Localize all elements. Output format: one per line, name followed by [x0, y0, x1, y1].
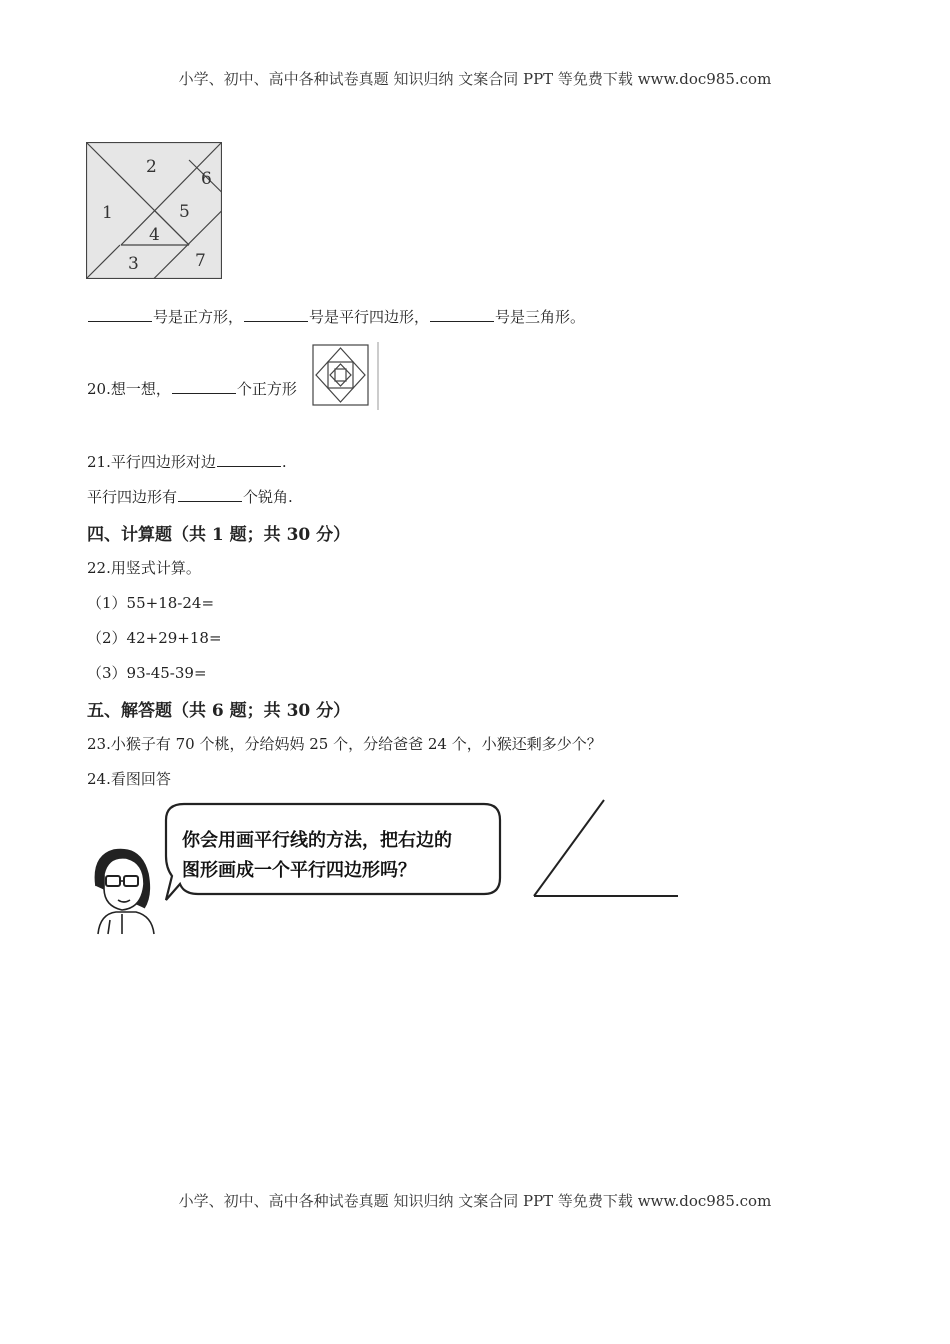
q20-suffix: 个正方形 [236, 380, 297, 398]
page-header: 小学、初中、高中各种试卷真题 知识归纳 文案合同 PPT 等免费下载 www.doc985.com [178, 70, 772, 88]
question-22-item-2: （2）42+29+18= [87, 629, 222, 647]
tangram-label-5: 5 [179, 202, 190, 222]
tangram-label-3: 3 [128, 254, 139, 274]
section-4-title: 四、计算题（共 1 题；共 30 分） [87, 525, 351, 545]
q19-part1: 号是正方形， [153, 308, 244, 326]
section-5-title: 五、解答题（共 6 题；共 30 分） [87, 701, 351, 721]
question-22-stem: 22.用竖式计算。 [87, 559, 201, 577]
q19-part2: 号是平行四边形， [309, 308, 430, 326]
tangram-label-1: 1 [102, 203, 113, 223]
answer-blank-square-count[interactable] [172, 379, 236, 394]
tangram-label-4: 4 [149, 225, 160, 245]
question-21-line2 [87, 486, 293, 507]
answer-blank-opposite-sides[interactable] [217, 452, 281, 467]
bubble-line-2: 图形画成一个平行四边形吗？ [182, 860, 416, 881]
question-24-stem: 24.看图回答 [87, 770, 171, 788]
q19-part3: 号是三角形。 [495, 308, 586, 326]
page-footer: 小学、初中、高中各种试卷真题 知识归纳 文案合同 PPT 等免费下载 www.doc985.com [178, 1192, 772, 1210]
tangram-figure [86, 142, 222, 279]
q21-line1-suffix: . [281, 453, 287, 471]
question-23-text: 23.小猴子有 70 个桃，分给妈妈 25 个，分给爸爸 24 个，小猴还剩多少个？ [87, 735, 602, 753]
q21-line1-prefix: 21.平行四边形对边 [87, 453, 216, 471]
teacher-cartoon [95, 850, 154, 935]
angle-figure [534, 800, 678, 896]
answer-blank-acute-angles[interactable] [178, 487, 242, 502]
question-22-item-1: （1）55+18-24= [87, 594, 215, 612]
question-22-item-3: （3）93-45-39= [87, 664, 207, 682]
q21-line2-prefix: 平行四边形有 [87, 488, 178, 506]
question-21-line1 [87, 451, 287, 472]
question-24-illustration [86, 796, 682, 936]
answer-blank-triangle[interactable] [430, 307, 494, 322]
question-20-line [87, 378, 297, 399]
answer-blank-square[interactable] [88, 307, 152, 322]
q21-line2-suffix: 个锐角. [243, 488, 293, 506]
answer-blank-parallelogram[interactable] [244, 307, 308, 322]
tangram-label-6: 6 [201, 169, 212, 189]
tangram-label-7: 7 [195, 251, 206, 271]
question-19-line [87, 306, 585, 327]
bubble-line-1: 你会用画平行线的方法，把右边的 [182, 830, 452, 851]
speech-bubble [166, 804, 500, 900]
tangram-label-2: 2 [146, 157, 157, 177]
nested-squares-figure [312, 342, 382, 410]
q20-prefix: 20.想一想， [87, 380, 171, 398]
